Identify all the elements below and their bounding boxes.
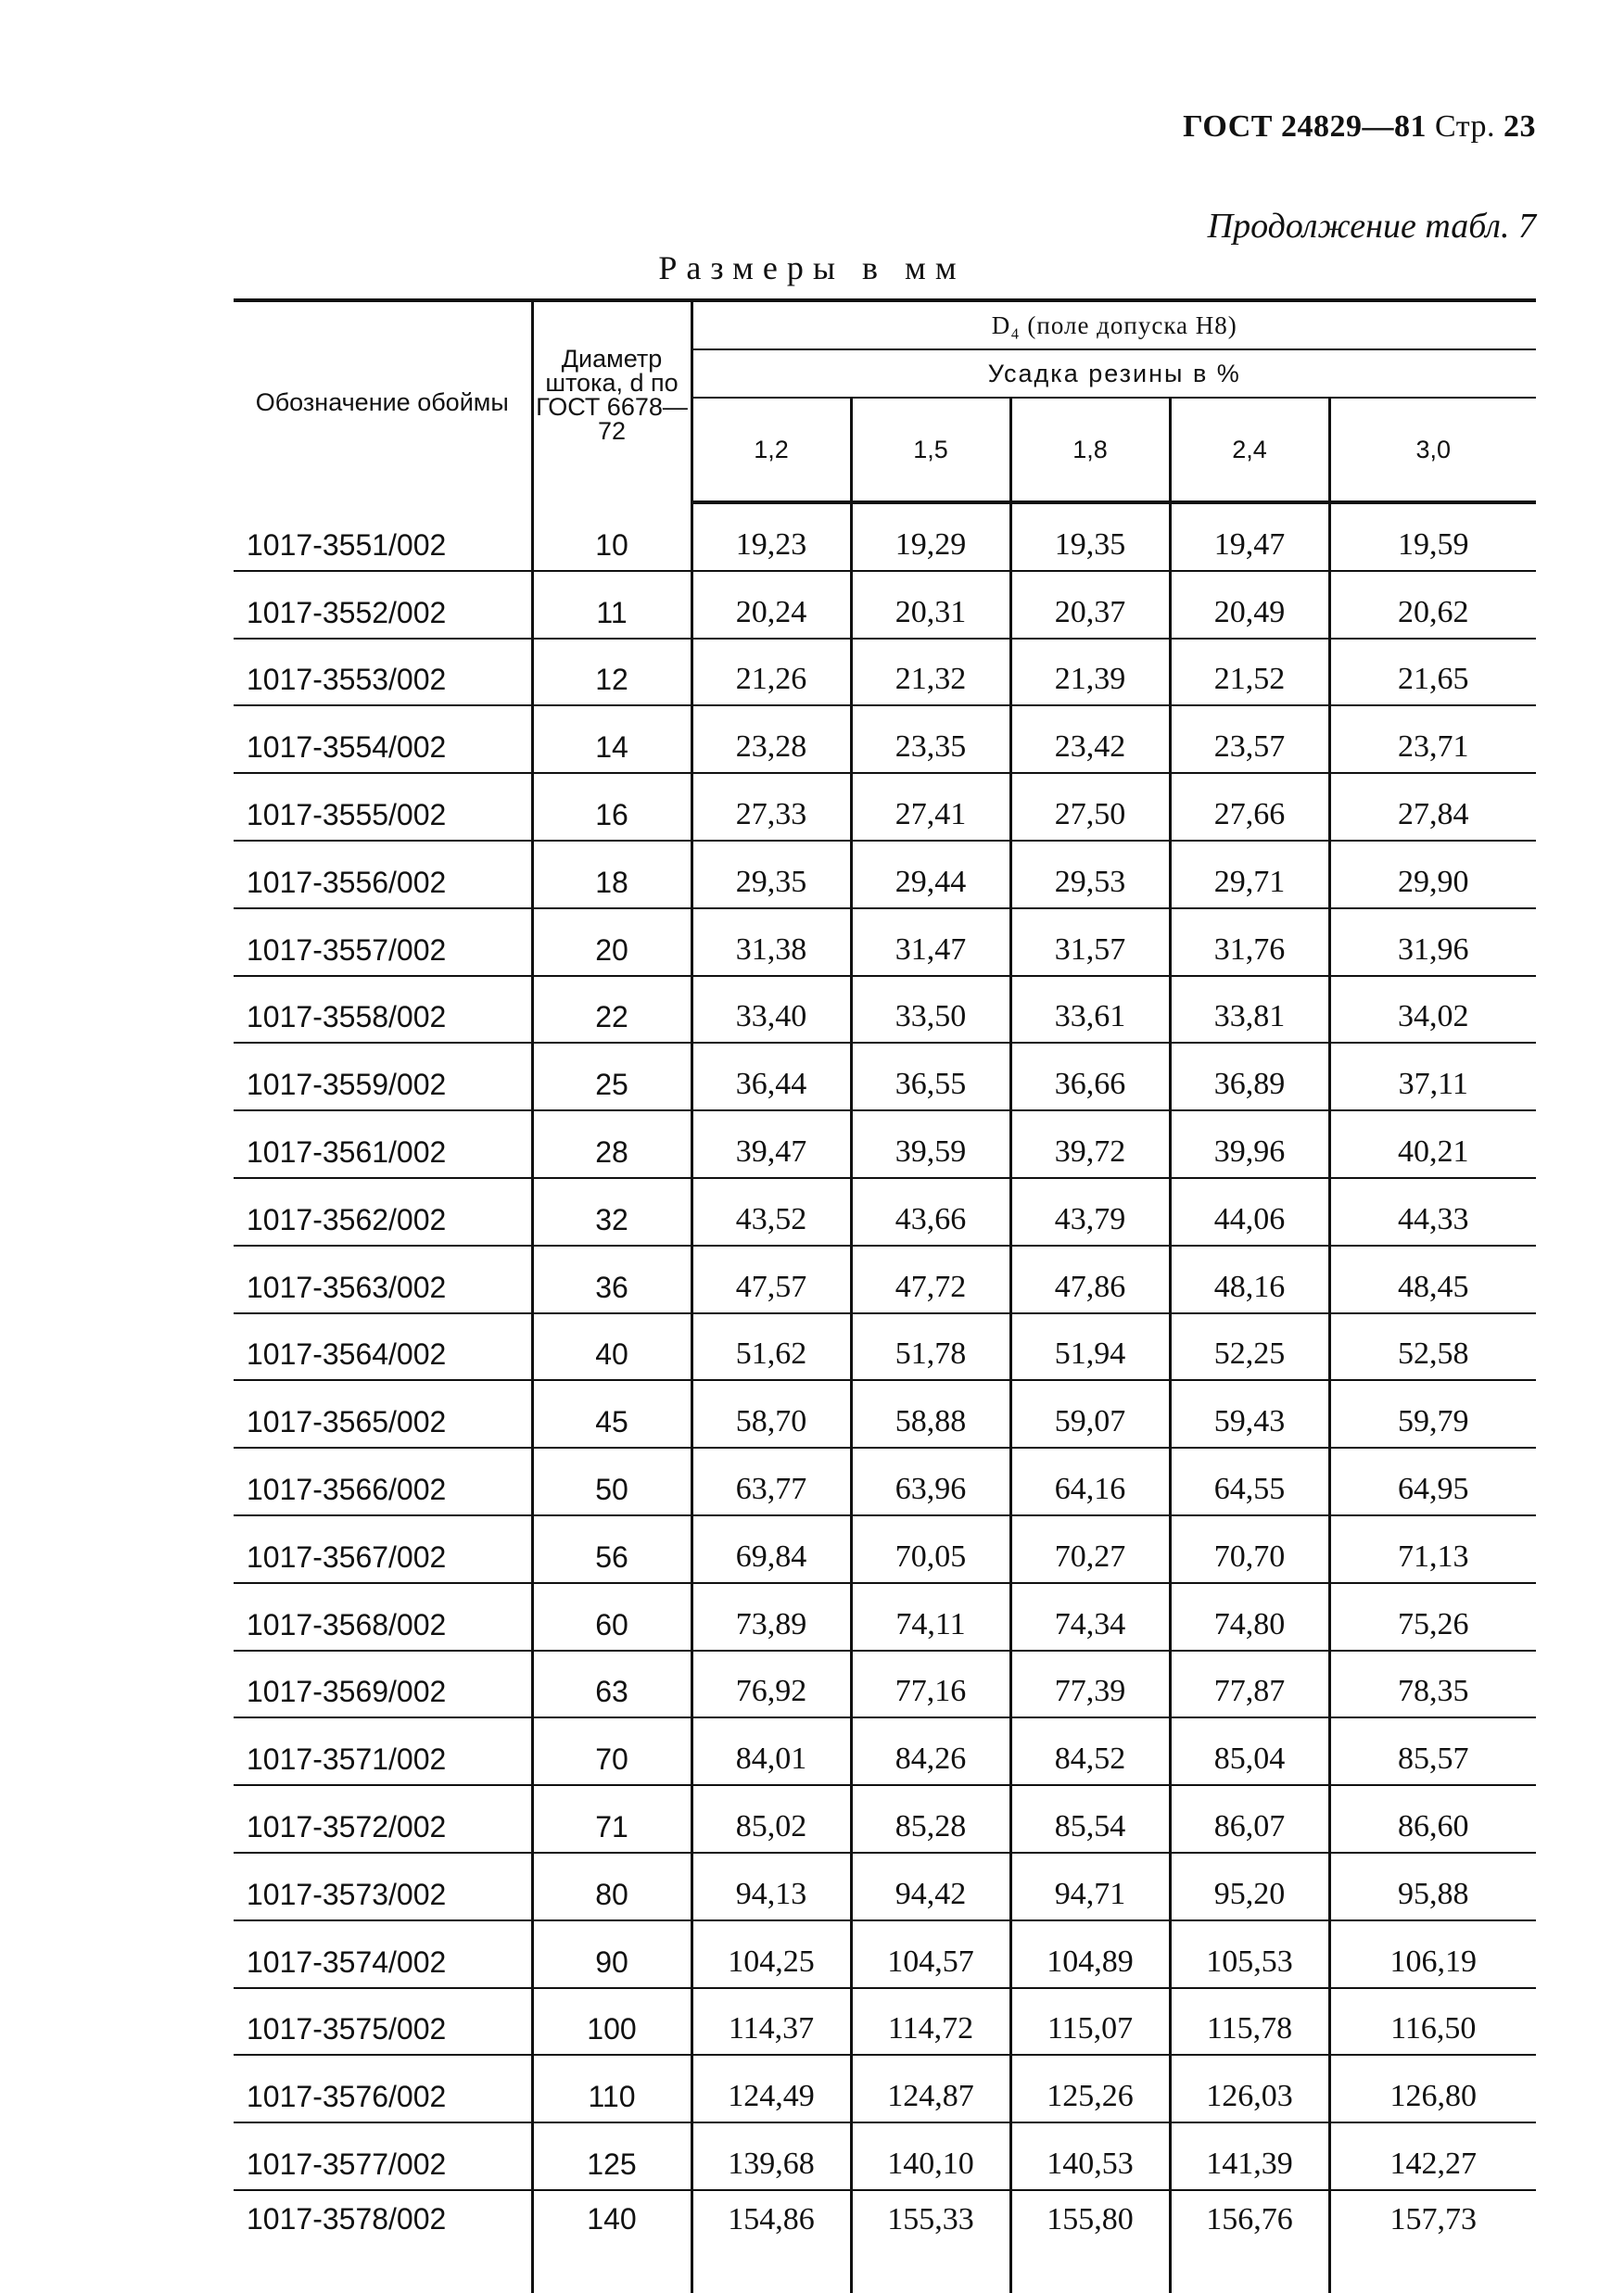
table-row (234, 1853, 1536, 1920)
cell-d4-value: 52,58 (1329, 1313, 1536, 1381)
cell-rod-diameter: 50 (532, 1448, 691, 1515)
table-row (234, 1717, 1536, 1785)
cell-d4-value: 33,40 (691, 976, 851, 1044)
cell-d4-value: 31,38 (691, 908, 851, 976)
cell-designation: 1017-3566/002 (234, 1448, 532, 1515)
cell-d4-value: 19,35 (1010, 502, 1170, 571)
cell-d4-value: 105,53 (1170, 1920, 1329, 1988)
cell-d4-value: 27,50 (1010, 773, 1170, 841)
header-shrinkage-value: 1,5 (851, 398, 1010, 502)
cell-designation: 1017-3555/002 (234, 773, 532, 841)
cell-d4-value: 37,11 (1329, 1043, 1536, 1110)
cell-rod-diameter: 110 (532, 2055, 691, 2122)
cell-d4-value: 126,03 (1170, 2055, 1329, 2122)
table-row (234, 705, 1536, 773)
cell-d4-value: 84,01 (691, 1717, 851, 1785)
cell-d4-value: 31,57 (1010, 908, 1170, 976)
cell-rod-diameter: 63 (532, 1651, 691, 1718)
cell-d4-value: 27,84 (1329, 773, 1536, 841)
cell-d4-value: 19,23 (691, 502, 851, 571)
table-row (234, 1380, 1536, 1448)
cell-d4-value: 141,39 (1170, 2122, 1329, 2190)
cell-designation: 1017-3562/002 (234, 1178, 532, 1246)
cell-d4-value: 27,33 (691, 773, 851, 841)
cell-rod-diameter: 18 (532, 841, 691, 908)
cell-d4-value: 64,16 (1010, 1448, 1170, 1515)
cell-d4-value: 140,10 (851, 2122, 1010, 2190)
cell-designation: 1017-3569/002 (234, 1651, 532, 1718)
cell-d4-value: 84,52 (1010, 1717, 1170, 1785)
cell-d4-value: 74,11 (851, 1583, 1010, 1651)
cell-d4-value: 20,24 (691, 571, 851, 639)
cell-d4-value: 33,50 (851, 976, 1010, 1044)
cell-d4-value: 70,70 (1170, 1515, 1329, 1583)
cell-rod-diameter: 32 (532, 1178, 691, 1246)
standard-number: ГОСТ 24829—81 (1183, 109, 1427, 144)
cell-d4-value: 23,57 (1170, 705, 1329, 773)
cell-d4-value: 116,50 (1329, 1988, 1536, 2056)
cell-rod-diameter: 60 (532, 1583, 691, 1651)
cell-d4-value: 71,13 (1329, 1515, 1536, 1583)
cell-d4-value: 155,80 (1010, 2190, 1170, 2293)
cell-d4-value: 59,07 (1010, 1380, 1170, 1448)
table-row (234, 502, 1536, 571)
cell-designation: 1017-3577/002 (234, 2122, 532, 2190)
cell-d4-value: 47,57 (691, 1246, 851, 1313)
cell-d4-value: 19,59 (1329, 502, 1536, 571)
cell-d4-value: 43,79 (1010, 1178, 1170, 1246)
cell-d4-value: 142,27 (1329, 2122, 1536, 2190)
cell-d4-value: 33,81 (1170, 976, 1329, 1044)
cell-d4-value: 29,53 (1010, 841, 1170, 908)
cell-d4-value: 64,55 (1170, 1448, 1329, 1515)
cell-designation: 1017-3558/002 (234, 976, 532, 1044)
header-rubber-shrinkage: Усадка резины в % (691, 349, 1536, 398)
header-designation: Обозначение обоймы (234, 300, 532, 502)
cell-d4-value: 85,04 (1170, 1717, 1329, 1785)
table-row (234, 908, 1536, 976)
cell-rod-diameter: 100 (532, 1988, 691, 2056)
cell-d4-value: 86,60 (1329, 1785, 1536, 1853)
header-shrinkage-value: 2,4 (1170, 398, 1329, 502)
cell-d4-value: 36,66 (1010, 1043, 1170, 1110)
cell-designation: 1017-3553/002 (234, 639, 532, 706)
cell-d4-value: 85,28 (851, 1785, 1010, 1853)
cell-d4-value: 40,21 (1329, 1110, 1536, 1178)
cell-rod-diameter: 16 (532, 773, 691, 841)
cell-designation: 1017-3556/002 (234, 841, 532, 908)
cell-rod-diameter: 40 (532, 1313, 691, 1381)
cell-d4-value: 36,89 (1170, 1043, 1329, 1110)
cell-d4-value: 77,39 (1010, 1651, 1170, 1718)
cell-d4-value: 52,25 (1170, 1313, 1329, 1381)
cell-d4-value: 86,07 (1170, 1785, 1329, 1853)
cell-d4-value: 75,26 (1329, 1583, 1536, 1651)
cell-d4-value: 44,06 (1170, 1178, 1329, 1246)
cell-designation: 1017-3578/002 (234, 2190, 532, 2293)
cell-rod-diameter: 10 (532, 502, 691, 571)
cell-d4-value: 115,78 (1170, 1988, 1329, 2056)
cell-d4-value: 114,37 (691, 1988, 851, 2056)
cell-d4-value: 114,72 (851, 1988, 1010, 2056)
cell-rod-diameter: 90 (532, 1920, 691, 1988)
cell-d4-value: 104,89 (1010, 1920, 1170, 1988)
cell-d4-value: 94,13 (691, 1853, 851, 1920)
cell-d4-value: 43,52 (691, 1178, 851, 1246)
cell-d4-value: 27,41 (851, 773, 1010, 841)
cell-d4-value: 27,66 (1170, 773, 1329, 841)
cell-d4-value: 84,26 (851, 1717, 1010, 1785)
header-shrinkage-value: 3,0 (1329, 398, 1536, 502)
table-row (234, 1988, 1536, 2056)
header-rod-diameter: Диаметр штока, d по ГОСТ 6678—72 (532, 300, 691, 502)
cell-designation: 1017-3571/002 (234, 1717, 532, 1785)
cell-d4-value: 77,16 (851, 1651, 1010, 1718)
cell-d4-value: 23,35 (851, 705, 1010, 773)
table-row (234, 2055, 1536, 2122)
table-row (234, 1920, 1536, 1988)
cell-d4-value: 29,44 (851, 841, 1010, 908)
cell-designation: 1017-3551/002 (234, 502, 532, 571)
cell-d4-value: 20,49 (1170, 571, 1329, 639)
page-number: 23 (1503, 109, 1536, 144)
cell-designation: 1017-3565/002 (234, 1380, 532, 1448)
cell-d4-value: 58,70 (691, 1380, 851, 1448)
cell-d4-value: 104,25 (691, 1920, 851, 1988)
cell-d4-value: 20,37 (1010, 571, 1170, 639)
cell-d4-value: 39,96 (1170, 1110, 1329, 1178)
cell-designation: 1017-3552/002 (234, 571, 532, 639)
cell-rod-diameter: 70 (532, 1717, 691, 1785)
cell-d4-value: 48,45 (1329, 1246, 1536, 1313)
cell-designation: 1017-3557/002 (234, 908, 532, 976)
cell-d4-value: 19,47 (1170, 502, 1329, 571)
table-header (234, 300, 1536, 502)
units-caption: Размеры в мм (658, 249, 966, 286)
cell-d4-value: 33,61 (1010, 976, 1170, 1044)
table-row (234, 976, 1536, 1044)
cell-d4-value: 31,47 (851, 908, 1010, 976)
cell-d4-value: 47,86 (1010, 1246, 1170, 1313)
table-row (234, 1313, 1536, 1381)
cell-d4-value: 94,71 (1010, 1853, 1170, 1920)
cell-d4-value: 23,42 (1010, 705, 1170, 773)
table-row (234, 1583, 1536, 1651)
cell-d4-value: 21,52 (1170, 639, 1329, 706)
cell-d4-value: 20,31 (851, 571, 1010, 639)
cell-d4-value: 31,96 (1329, 908, 1536, 976)
cell-rod-diameter: 22 (532, 976, 691, 1044)
cell-d4-value: 39,47 (691, 1110, 851, 1178)
cell-rod-diameter: 14 (532, 705, 691, 773)
cell-designation: 1017-3559/002 (234, 1043, 532, 1110)
table-row (234, 1043, 1536, 1110)
cell-d4-value: 36,55 (851, 1043, 1010, 1110)
cell-d4-value: 20,62 (1329, 571, 1536, 639)
cell-d4-value: 95,88 (1329, 1853, 1536, 1920)
cell-rod-diameter: 56 (532, 1515, 691, 1583)
cell-d4-value: 34,02 (1329, 976, 1536, 1044)
cell-d4-value: 43,66 (851, 1178, 1010, 1246)
page-label: Стр. (1434, 109, 1495, 144)
dimensions-table-container (234, 298, 1536, 2293)
cell-rod-diameter: 140 (532, 2190, 691, 2293)
cell-designation: 1017-3568/002 (234, 1583, 532, 1651)
cell-d4-value: 39,59 (851, 1110, 1010, 1178)
cell-rod-diameter: 45 (532, 1380, 691, 1448)
cell-d4-value: 51,62 (691, 1313, 851, 1381)
dimensions-table (234, 298, 1536, 2293)
cell-d4-value: 51,78 (851, 1313, 1010, 1381)
cell-designation: 1017-3574/002 (234, 1920, 532, 1988)
table-row (234, 1515, 1536, 1583)
cell-d4-value: 77,87 (1170, 1651, 1329, 1718)
cell-rod-diameter: 71 (532, 1785, 691, 1853)
cell-d4-value: 154,86 (691, 2190, 851, 2293)
cell-d4-value: 85,54 (1010, 1785, 1170, 1853)
cell-d4-value: 94,42 (851, 1853, 1010, 1920)
cell-d4-value: 73,89 (691, 1583, 851, 1651)
cell-designation: 1017-3567/002 (234, 1515, 532, 1583)
cell-d4-value: 44,33 (1329, 1178, 1536, 1246)
cell-d4-value: 39,72 (1010, 1110, 1170, 1178)
cell-rod-diameter: 11 (532, 571, 691, 639)
cell-d4-value: 156,76 (1170, 2190, 1329, 2293)
table-row (234, 2190, 1536, 2293)
cell-d4-value: 31,76 (1170, 908, 1329, 976)
header-d4-tolerance: D₄ (поле допуска H8) (691, 300, 1536, 349)
cell-d4-value: 23,28 (691, 705, 851, 773)
cell-d4-value: 63,77 (691, 1448, 851, 1515)
cell-d4-value: 124,87 (851, 2055, 1010, 2122)
cell-d4-value: 95,20 (1170, 1853, 1329, 1920)
table-continuation-caption: Продолжение табл. 7 (1207, 207, 1536, 246)
header-shrinkage-value: 1,8 (1010, 398, 1170, 502)
cell-d4-value: 21,32 (851, 639, 1010, 706)
table-row (234, 1785, 1536, 1853)
table-row (234, 1178, 1536, 1246)
cell-d4-value: 21,39 (1010, 639, 1170, 706)
cell-d4-value: 140,53 (1010, 2122, 1170, 2190)
table-row (234, 773, 1536, 841)
cell-d4-value: 70,05 (851, 1515, 1010, 1583)
cell-d4-value: 126,80 (1329, 2055, 1536, 2122)
cell-d4-value: 59,79 (1329, 1380, 1536, 1448)
cell-d4-value: 23,71 (1329, 705, 1536, 773)
cell-designation: 1017-3572/002 (234, 1785, 532, 1853)
cell-d4-value: 85,57 (1329, 1717, 1536, 1785)
cell-d4-value: 29,90 (1329, 841, 1536, 908)
cell-d4-value: 115,07 (1010, 1988, 1170, 2056)
header-shrinkage-value: 1,2 (691, 398, 851, 502)
cell-rod-diameter: 12 (532, 639, 691, 706)
cell-designation: 1017-3576/002 (234, 2055, 532, 2122)
table-row (234, 571, 1536, 639)
cell-rod-diameter: 28 (532, 1110, 691, 1178)
cell-d4-value: 124,49 (691, 2055, 851, 2122)
cell-d4-value: 85,02 (691, 1785, 851, 1853)
table-row (234, 2122, 1536, 2190)
table-row (234, 841, 1536, 908)
cell-d4-value: 19,29 (851, 502, 1010, 571)
cell-d4-value: 59,43 (1170, 1380, 1329, 1448)
cell-rod-diameter: 80 (532, 1853, 691, 1920)
table-row (234, 1110, 1536, 1178)
cell-designation: 1017-3561/002 (234, 1110, 532, 1178)
cell-d4-value: 48,16 (1170, 1246, 1329, 1313)
cell-d4-value: 139,68 (691, 2122, 851, 2190)
cell-designation: 1017-3564/002 (234, 1313, 532, 1381)
cell-d4-value: 104,57 (851, 1920, 1010, 1988)
cell-rod-diameter: 125 (532, 2122, 691, 2190)
cell-d4-value: 29,71 (1170, 841, 1329, 908)
cell-designation: 1017-3575/002 (234, 1988, 532, 2056)
cell-d4-value: 70,27 (1010, 1515, 1170, 1583)
cell-d4-value: 64,95 (1329, 1448, 1536, 1515)
cell-d4-value: 74,34 (1010, 1583, 1170, 1651)
cell-designation: 1017-3573/002 (234, 1853, 532, 1920)
cell-d4-value: 76,92 (691, 1651, 851, 1718)
page-header (1183, 109, 1536, 145)
cell-d4-value: 21,26 (691, 639, 851, 706)
table-row (234, 1651, 1536, 1718)
cell-d4-value: 69,84 (691, 1515, 851, 1583)
table-body (234, 502, 1536, 2293)
cell-d4-value: 74,80 (1170, 1583, 1329, 1651)
cell-rod-diameter: 25 (532, 1043, 691, 1110)
cell-d4-value: 125,26 (1010, 2055, 1170, 2122)
cell-d4-value: 157,73 (1329, 2190, 1536, 2293)
cell-d4-value: 78,35 (1329, 1651, 1536, 1718)
cell-designation: 1017-3563/002 (234, 1246, 532, 1313)
cell-d4-value: 36,44 (691, 1043, 851, 1110)
table-row (234, 639, 1536, 706)
cell-d4-value: 51,94 (1010, 1313, 1170, 1381)
cell-d4-value: 47,72 (851, 1246, 1010, 1313)
cell-d4-value: 155,33 (851, 2190, 1010, 2293)
cell-designation: 1017-3554/002 (234, 705, 532, 773)
cell-d4-value: 63,96 (851, 1448, 1010, 1515)
cell-d4-value: 106,19 (1329, 1920, 1536, 1988)
cell-d4-value: 58,88 (851, 1380, 1010, 1448)
cell-d4-value: 29,35 (691, 841, 851, 908)
table-row (234, 1246, 1536, 1313)
cell-rod-diameter: 20 (532, 908, 691, 976)
cell-rod-diameter: 36 (532, 1246, 691, 1313)
table-row (234, 1448, 1536, 1515)
cell-d4-value: 21,65 (1329, 639, 1536, 706)
